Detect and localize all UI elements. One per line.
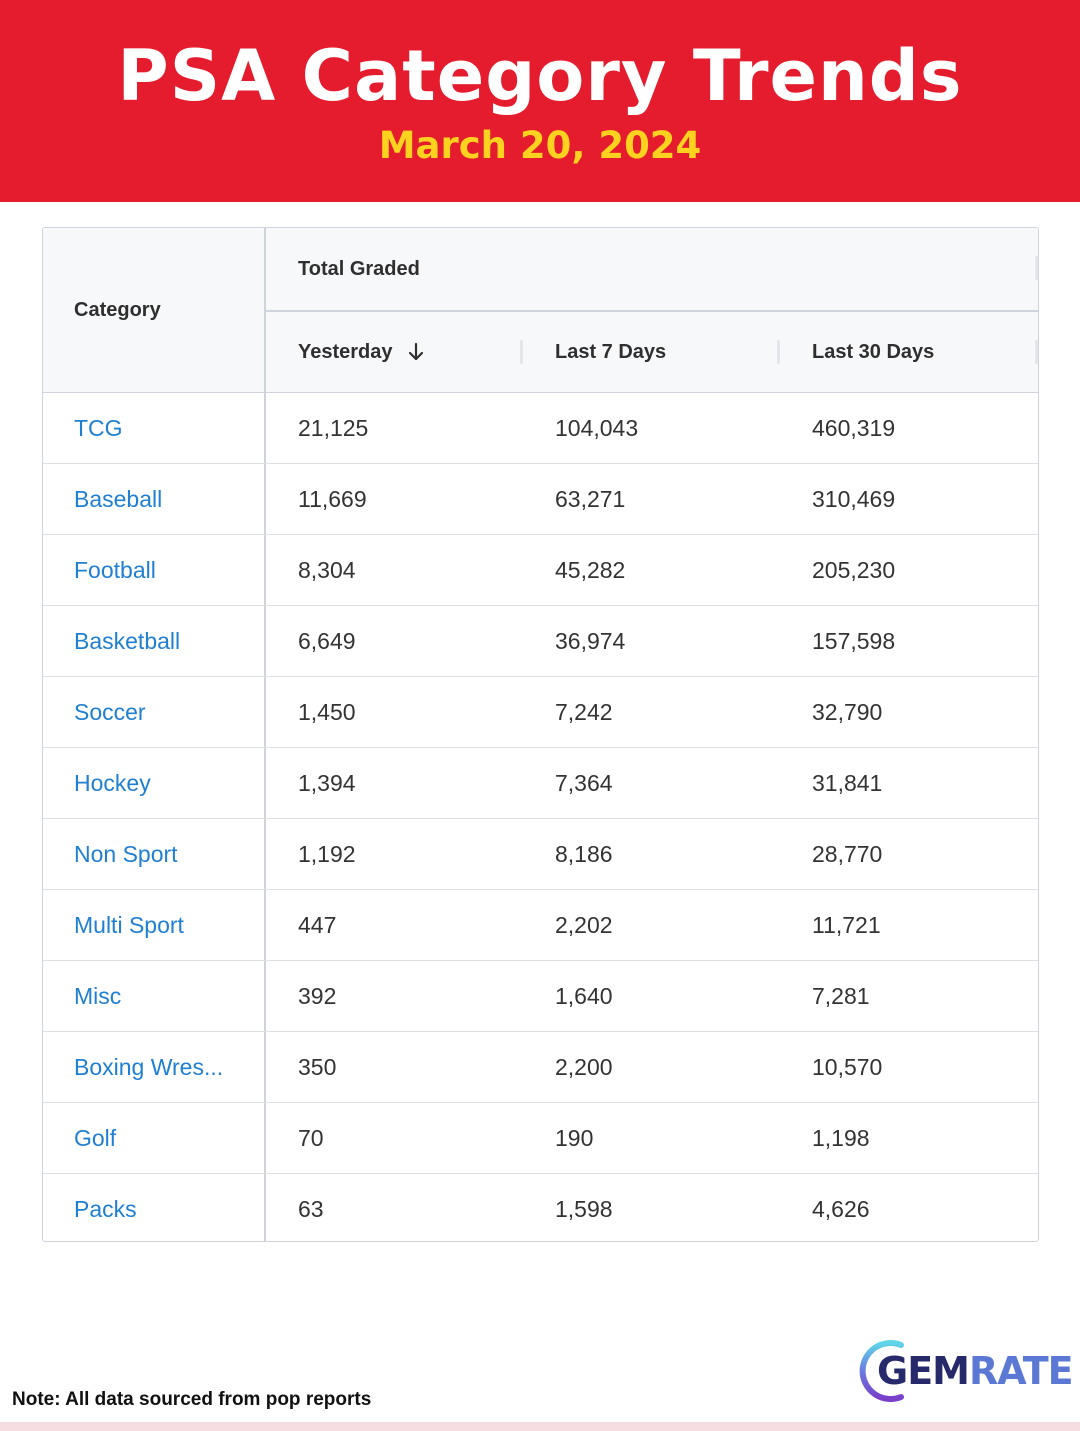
column-resize-handle[interactable]: [1035, 340, 1038, 364]
table-row: [43, 677, 1038, 748]
last-30-days-cell: 28,770: [812, 840, 883, 867]
title-banner: [0, 0, 1080, 202]
category-column-header[interactable]: Category: [43, 228, 266, 392]
last-7-days-column-label: Last 7 Days: [555, 340, 667, 363]
yesterday-cell: 350: [298, 1053, 337, 1080]
page-date: March 20, 2024: [378, 124, 702, 167]
last-30-days-cell: 157,598: [812, 627, 896, 654]
category-table: [42, 227, 1039, 1242]
table-row: [43, 1174, 1038, 1242]
yesterday-cell: 1,192: [298, 840, 356, 867]
table-row: [43, 393, 1038, 464]
last-30-days-cell: 32,790: [812, 698, 883, 725]
yesterday-cell: 6,649: [298, 627, 356, 654]
category-link[interactable]: Baseball: [43, 464, 266, 534]
last-30-days-cell: 7,281: [812, 982, 870, 1009]
total-graded-label: Total Graded: [298, 257, 420, 280]
category-link[interactable]: Multi Sport: [43, 890, 266, 960]
yesterday-cell: 21,125: [298, 414, 369, 441]
last-30-days-cell: 460,319: [812, 414, 896, 441]
table-row: [43, 890, 1038, 961]
yesterday-column-label: Yesterday: [298, 340, 393, 363]
last-7-days-cell: 7,242: [555, 698, 613, 725]
last-7-days-cell: 104,043: [555, 414, 639, 441]
yesterday-cell: 11,669: [298, 485, 367, 512]
yesterday-cell: 1,394: [298, 769, 356, 796]
category-link[interactable]: Non Sport: [43, 819, 266, 889]
last-30-days-cell: 1,198: [812, 1124, 870, 1151]
table-row: [43, 606, 1038, 677]
last-30-days-cell: 205,230: [812, 556, 896, 583]
last-30-days-cell: 4,626: [812, 1195, 870, 1222]
column-resize-handle[interactable]: [1035, 256, 1038, 280]
category-link[interactable]: TCG: [43, 393, 266, 463]
table-row: [43, 1032, 1038, 1103]
last-7-days-cell: 2,202: [555, 911, 613, 938]
last-7-days-cell: 1,598: [555, 1195, 613, 1222]
category-link[interactable]: Football: [43, 535, 266, 605]
total-graded-group-header: [266, 228, 1038, 312]
category-link[interactable]: Misc: [43, 961, 266, 1031]
last-7-days-cell: 63,271: [555, 485, 626, 512]
yesterday-cell: 1,450: [298, 698, 356, 725]
table-row: [43, 819, 1038, 890]
page-title: PSA Category Trends: [117, 35, 963, 117]
last-30-days-cell: 31,841: [812, 769, 883, 796]
yesterday-column-header[interactable]: [266, 312, 523, 392]
last-7-days-cell: 1,640: [555, 982, 613, 1009]
table-row: [43, 535, 1038, 606]
category-link[interactable]: Packs: [43, 1174, 266, 1242]
table-row: [43, 961, 1038, 1032]
category-link[interactable]: Golf: [43, 1103, 266, 1173]
category-link[interactable]: Hockey: [43, 748, 266, 818]
gemrate-wordmark: [877, 1349, 1073, 1393]
bottom-strip: [0, 1422, 1080, 1431]
yesterday-cell: 63: [298, 1195, 324, 1222]
table-header: [43, 228, 1038, 393]
last-30-days-cell: 10,570: [812, 1053, 883, 1080]
logo-text-gem: GEM: [877, 1349, 969, 1393]
category-link[interactable]: Basketball: [43, 606, 266, 676]
yesterday-cell: 70: [298, 1124, 324, 1151]
last-7-days-cell: 8,186: [555, 840, 613, 867]
arrow-down-icon[interactable]: [407, 342, 425, 362]
last-30-days-cell: 310,469: [812, 485, 896, 512]
last-7-days-cell: 36,974: [555, 627, 626, 654]
yesterday-cell: 8,304: [298, 556, 356, 583]
last-30-days-column-header[interactable]: [780, 312, 1038, 392]
last-30-days-cell: 11,721: [812, 911, 881, 938]
yesterday-cell: 447: [298, 911, 337, 938]
table-row: [43, 748, 1038, 819]
category-link[interactable]: Boxing Wres...: [43, 1032, 266, 1102]
last-7-days-cell: 45,282: [555, 556, 626, 583]
gemrate-logo: [857, 1337, 1073, 1405]
last-7-days-cell: 7,364: [555, 769, 613, 796]
last-7-days-cell: 190: [555, 1124, 594, 1151]
table-row: [43, 464, 1038, 535]
table-row: [43, 1103, 1038, 1174]
logo-text-rate: RATE: [968, 1349, 1073, 1393]
footer-note: Note: All data sourced from pop reports: [12, 1389, 372, 1410]
last-7-days-cell: 2,200: [555, 1053, 613, 1080]
last-7-days-column-header[interactable]: [523, 312, 780, 392]
last-30-days-column-label: Last 30 Days: [812, 340, 935, 363]
category-link[interactable]: Soccer: [43, 677, 266, 747]
yesterday-cell: 392: [298, 982, 337, 1009]
